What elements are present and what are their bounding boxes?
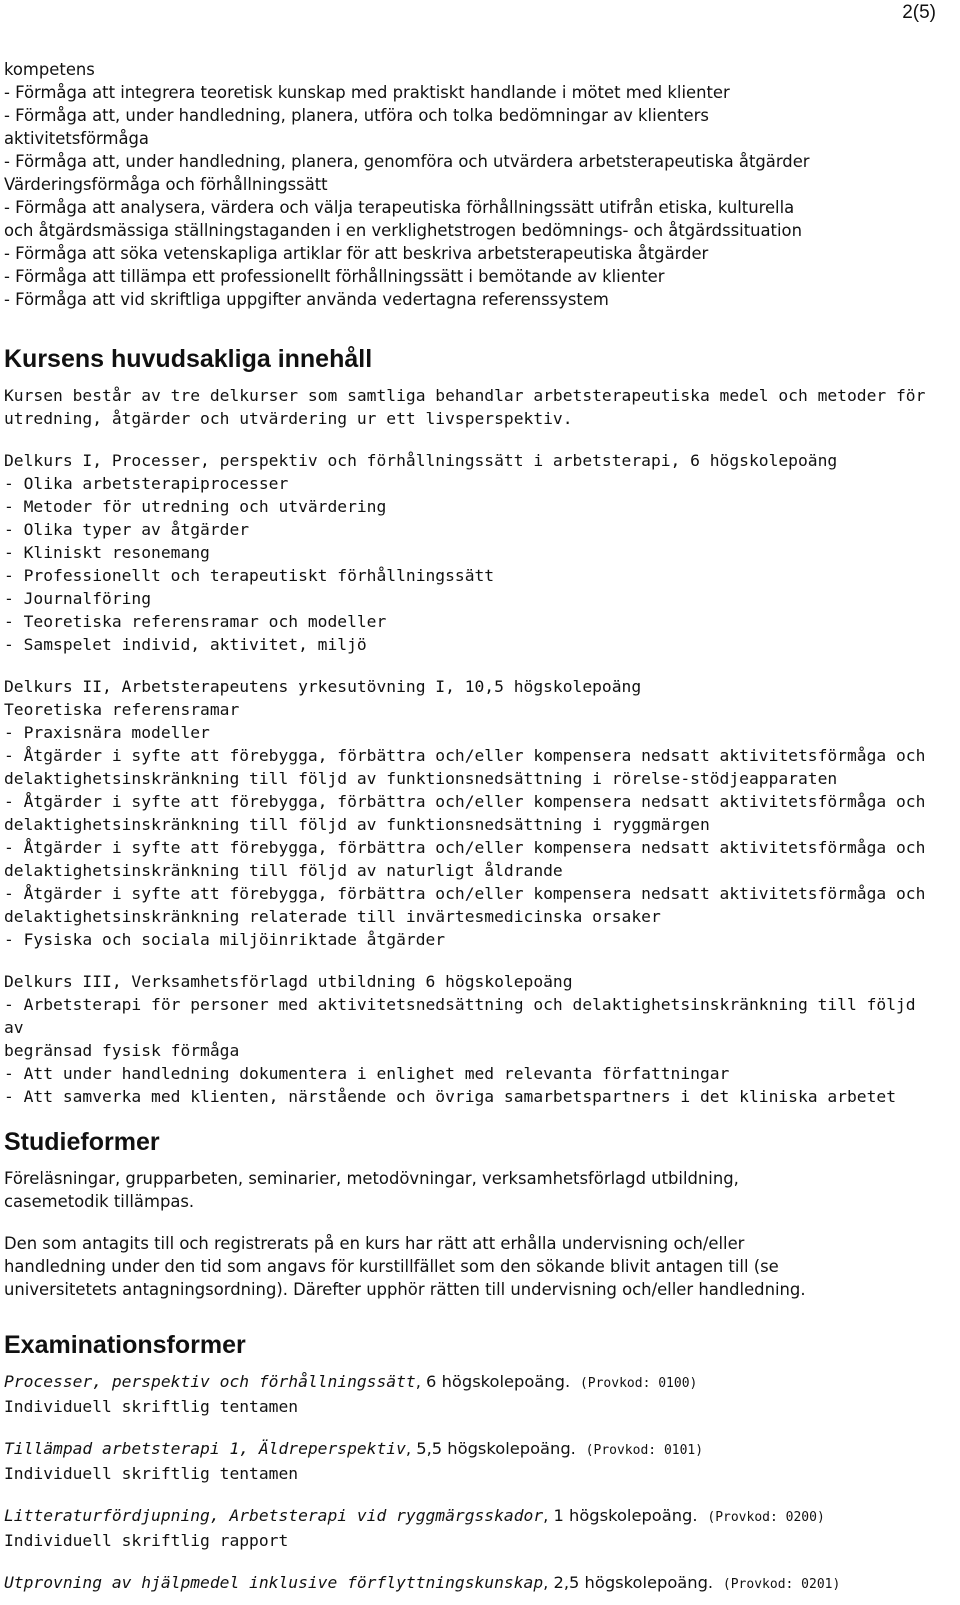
list-item: - Teoretiska referensramar och modeller bbox=[4, 612, 387, 631]
exam-credits: , 1 högskolepoäng. bbox=[543, 1506, 698, 1525]
document-body bbox=[4, 58, 944, 1596]
text-line: Den som antagits till och registrerats på en kurs har rätt att erhålla undervisning och/eller bbox=[4, 1234, 745, 1253]
exam-name: Litteraturfördjupning, Arbetsterapi vid ryggmärgsskador bbox=[4, 1506, 544, 1525]
exam-title bbox=[4, 1571, 944, 1596]
competence-line: aktivitetsförmåga bbox=[4, 129, 149, 148]
list-item: delaktighetsinskränkning till följd av funktionsnedsättning i rörelse-stödjeapparaten bbox=[4, 769, 838, 788]
section-heading-study: Studieformer bbox=[4, 1128, 160, 1156]
list-item: - Att under handledning dokumentera i enlighet med relevanta författningar bbox=[4, 1064, 730, 1083]
exam-credits: , 5,5 högskolepoäng. bbox=[405, 1439, 576, 1458]
list-item: - Samspelet individ, aktivitet, miljö bbox=[4, 635, 367, 654]
list-item: delaktighetsinskränkning till följd av naturligt åldrande bbox=[4, 861, 563, 880]
competence-line: - Förmåga att integrera teoretisk kunskap med praktiskt handlande i mötet med klienter bbox=[4, 83, 730, 102]
competence-list bbox=[4, 58, 944, 311]
competence-line: - Förmåga att tillämpa ett professionellt förhållningssätt i bemötande av klienter bbox=[4, 267, 665, 286]
exam-item bbox=[4, 1504, 944, 1552]
list-item: - Olika arbetsterapiprocesser bbox=[4, 474, 289, 493]
part-1-title: Delkurs I, Processer, perspektiv och förhållningssätt i arbetsterapi, 6 högskolepoäng bbox=[4, 451, 838, 470]
exam-code: (Provkod: 0100) bbox=[579, 1376, 698, 1391]
exam-name: Processer, perspektiv och förhållningssätt bbox=[4, 1372, 416, 1391]
competence-line: Värderingsförmåga och förhållningssätt bbox=[4, 175, 328, 194]
exam-title bbox=[4, 1370, 944, 1395]
competence-line: - Förmåga att analysera, värdera och välja terapeutiska förhållningssätt utifrån etiska, kulturella bbox=[4, 198, 795, 217]
list-item: delaktighetsinskränkning till följd av funktionsnedsättning i ryggmärgen bbox=[4, 815, 710, 834]
part-1-list bbox=[4, 449, 944, 656]
competence-line: och åtgärdsmässiga ställningstaganden i en verklighetstrogen bedömnings- och åtgärdssituation bbox=[4, 221, 802, 240]
exam-title bbox=[4, 1437, 944, 1462]
list-item: - Professionellt och terapeutiskt förhållningssätt bbox=[4, 566, 495, 585]
list-item: begränsad fysisk förmåga bbox=[4, 1041, 240, 1060]
list-item: - Åtgärder i syfte att förebygga, förbättra och/eller kompensera nedsatt aktivitetsförmåga och bbox=[4, 838, 926, 857]
competence-line: kompetens bbox=[4, 60, 95, 79]
competence-line: - Förmåga att, under handledning, planera, utföra och tolka bedömningar av klienters bbox=[4, 106, 709, 125]
section-heading-content: Kursens huvudsakliga innehåll bbox=[4, 345, 373, 373]
list-item: - Kliniskt resonemang bbox=[4, 543, 210, 562]
exam-credits: , 6 högskolepoäng. bbox=[415, 1372, 571, 1391]
exam-code: (Provkod: 0200) bbox=[707, 1510, 825, 1525]
list-item: - Journalföring bbox=[4, 589, 152, 608]
text-line: Föreläsningar, grupparbeten, seminarier, metodövningar, verksamhetsförlagd utbildning, bbox=[4, 1169, 739, 1188]
list-item: Teoretiska referensramar bbox=[4, 700, 240, 719]
exam-code: (Provkod: 0101) bbox=[585, 1443, 704, 1458]
list-item: - Att samverka med klienten, närstående och övriga samarbetspartners i det kliniska arbetet bbox=[4, 1087, 896, 1106]
exam-item bbox=[4, 1571, 944, 1596]
list-item: delaktighetsinskränkning relaterade till invärtesmedicinska orsaker bbox=[4, 907, 661, 926]
list-item: - Olika typer av åtgärder bbox=[4, 520, 250, 539]
text-line: handledning under den tid som angavs för kurstillfället som den sökande blivit antagen till (se bbox=[4, 1257, 779, 1276]
competence-line: - Förmåga att, under handledning, planera, genomföra och utvärdera arbetsterapeutiska åtgärder bbox=[4, 152, 810, 171]
exam-credits: , 2,5 högskolepoäng. bbox=[543, 1573, 714, 1592]
list-item: - Arbetsterapi för personer med aktivitetsnedsättning och delaktighetsinskränkning till följd av bbox=[4, 995, 916, 1037]
study-paragraph-1 bbox=[4, 1167, 944, 1213]
text-line: Kursen består av tre delkurser som samtliga behandlar arbetsterapeutiska medel och metoder för bbox=[4, 386, 926, 405]
part-2-list bbox=[4, 675, 944, 951]
list-item: - Åtgärder i syfte att förebygga, förbättra och/eller kompensera nedsatt aktivitetsförmåga och bbox=[4, 792, 926, 811]
exam-item bbox=[4, 1370, 944, 1418]
exam-type: Individuell skriftlig tentamen bbox=[4, 1464, 299, 1483]
text-line: casemetodik tillämpas. bbox=[4, 1192, 195, 1211]
part-3-list bbox=[4, 970, 944, 1108]
list-item: - Fysiska och sociala miljöinriktade åtgärder bbox=[4, 930, 446, 949]
exam-type: Individuell skriftlig rapport bbox=[4, 1531, 289, 1550]
text-line: utredning, åtgärder och utvärdering ur ett livsperspektiv. bbox=[4, 409, 573, 428]
text-line: universitetets antagningsordning). Därefter upphör rätten till undervisning och/eller handledning. bbox=[4, 1280, 806, 1299]
competence-line: - Förmåga att söka vetenskapliga artiklar för att beskriva arbetsterapeutiska åtgärder bbox=[4, 244, 709, 263]
exam-title bbox=[4, 1504, 944, 1529]
list-item: - Praxisnära modeller bbox=[4, 723, 210, 742]
competence-line: - Förmåga att vid skriftliga uppgifter använda vedertagna referenssystem bbox=[4, 290, 609, 309]
exam-name: Utprovning av hjälpmedel inklusive förflyttningskunskap bbox=[4, 1573, 544, 1592]
list-item: - Metoder för utredning och utvärdering bbox=[4, 497, 387, 516]
exam-code: (Provkod: 0201) bbox=[722, 1577, 841, 1592]
exam-list bbox=[4, 1370, 944, 1596]
content-intro bbox=[4, 384, 944, 430]
list-item: - Åtgärder i syfte att förebygga, förbättra och/eller kompensera nedsatt aktivitetsförmåga och bbox=[4, 746, 926, 765]
exam-type: Individuell skriftlig tentamen bbox=[4, 1397, 299, 1416]
study-paragraph-2 bbox=[4, 1232, 944, 1301]
exam-item bbox=[4, 1437, 944, 1485]
list-item: - Åtgärder i syfte att förebygga, förbättra och/eller kompensera nedsatt aktivitetsförmåga och bbox=[4, 884, 926, 903]
exam-name: Tillämpad arbetsterapi 1, Äldreperspektiv bbox=[4, 1439, 406, 1458]
part-2-title: Delkurs II, Arbetsterapeutens yrkesutövning I, 10,5 högskolepoäng bbox=[4, 677, 642, 696]
section-heading-exam: Examinationsformer bbox=[4, 1331, 246, 1359]
part-3-title: Delkurs III, Verksamhetsförlagd utbildning 6 högskolepoäng bbox=[4, 972, 573, 991]
page-number: 2(5) bbox=[902, 2, 936, 23]
